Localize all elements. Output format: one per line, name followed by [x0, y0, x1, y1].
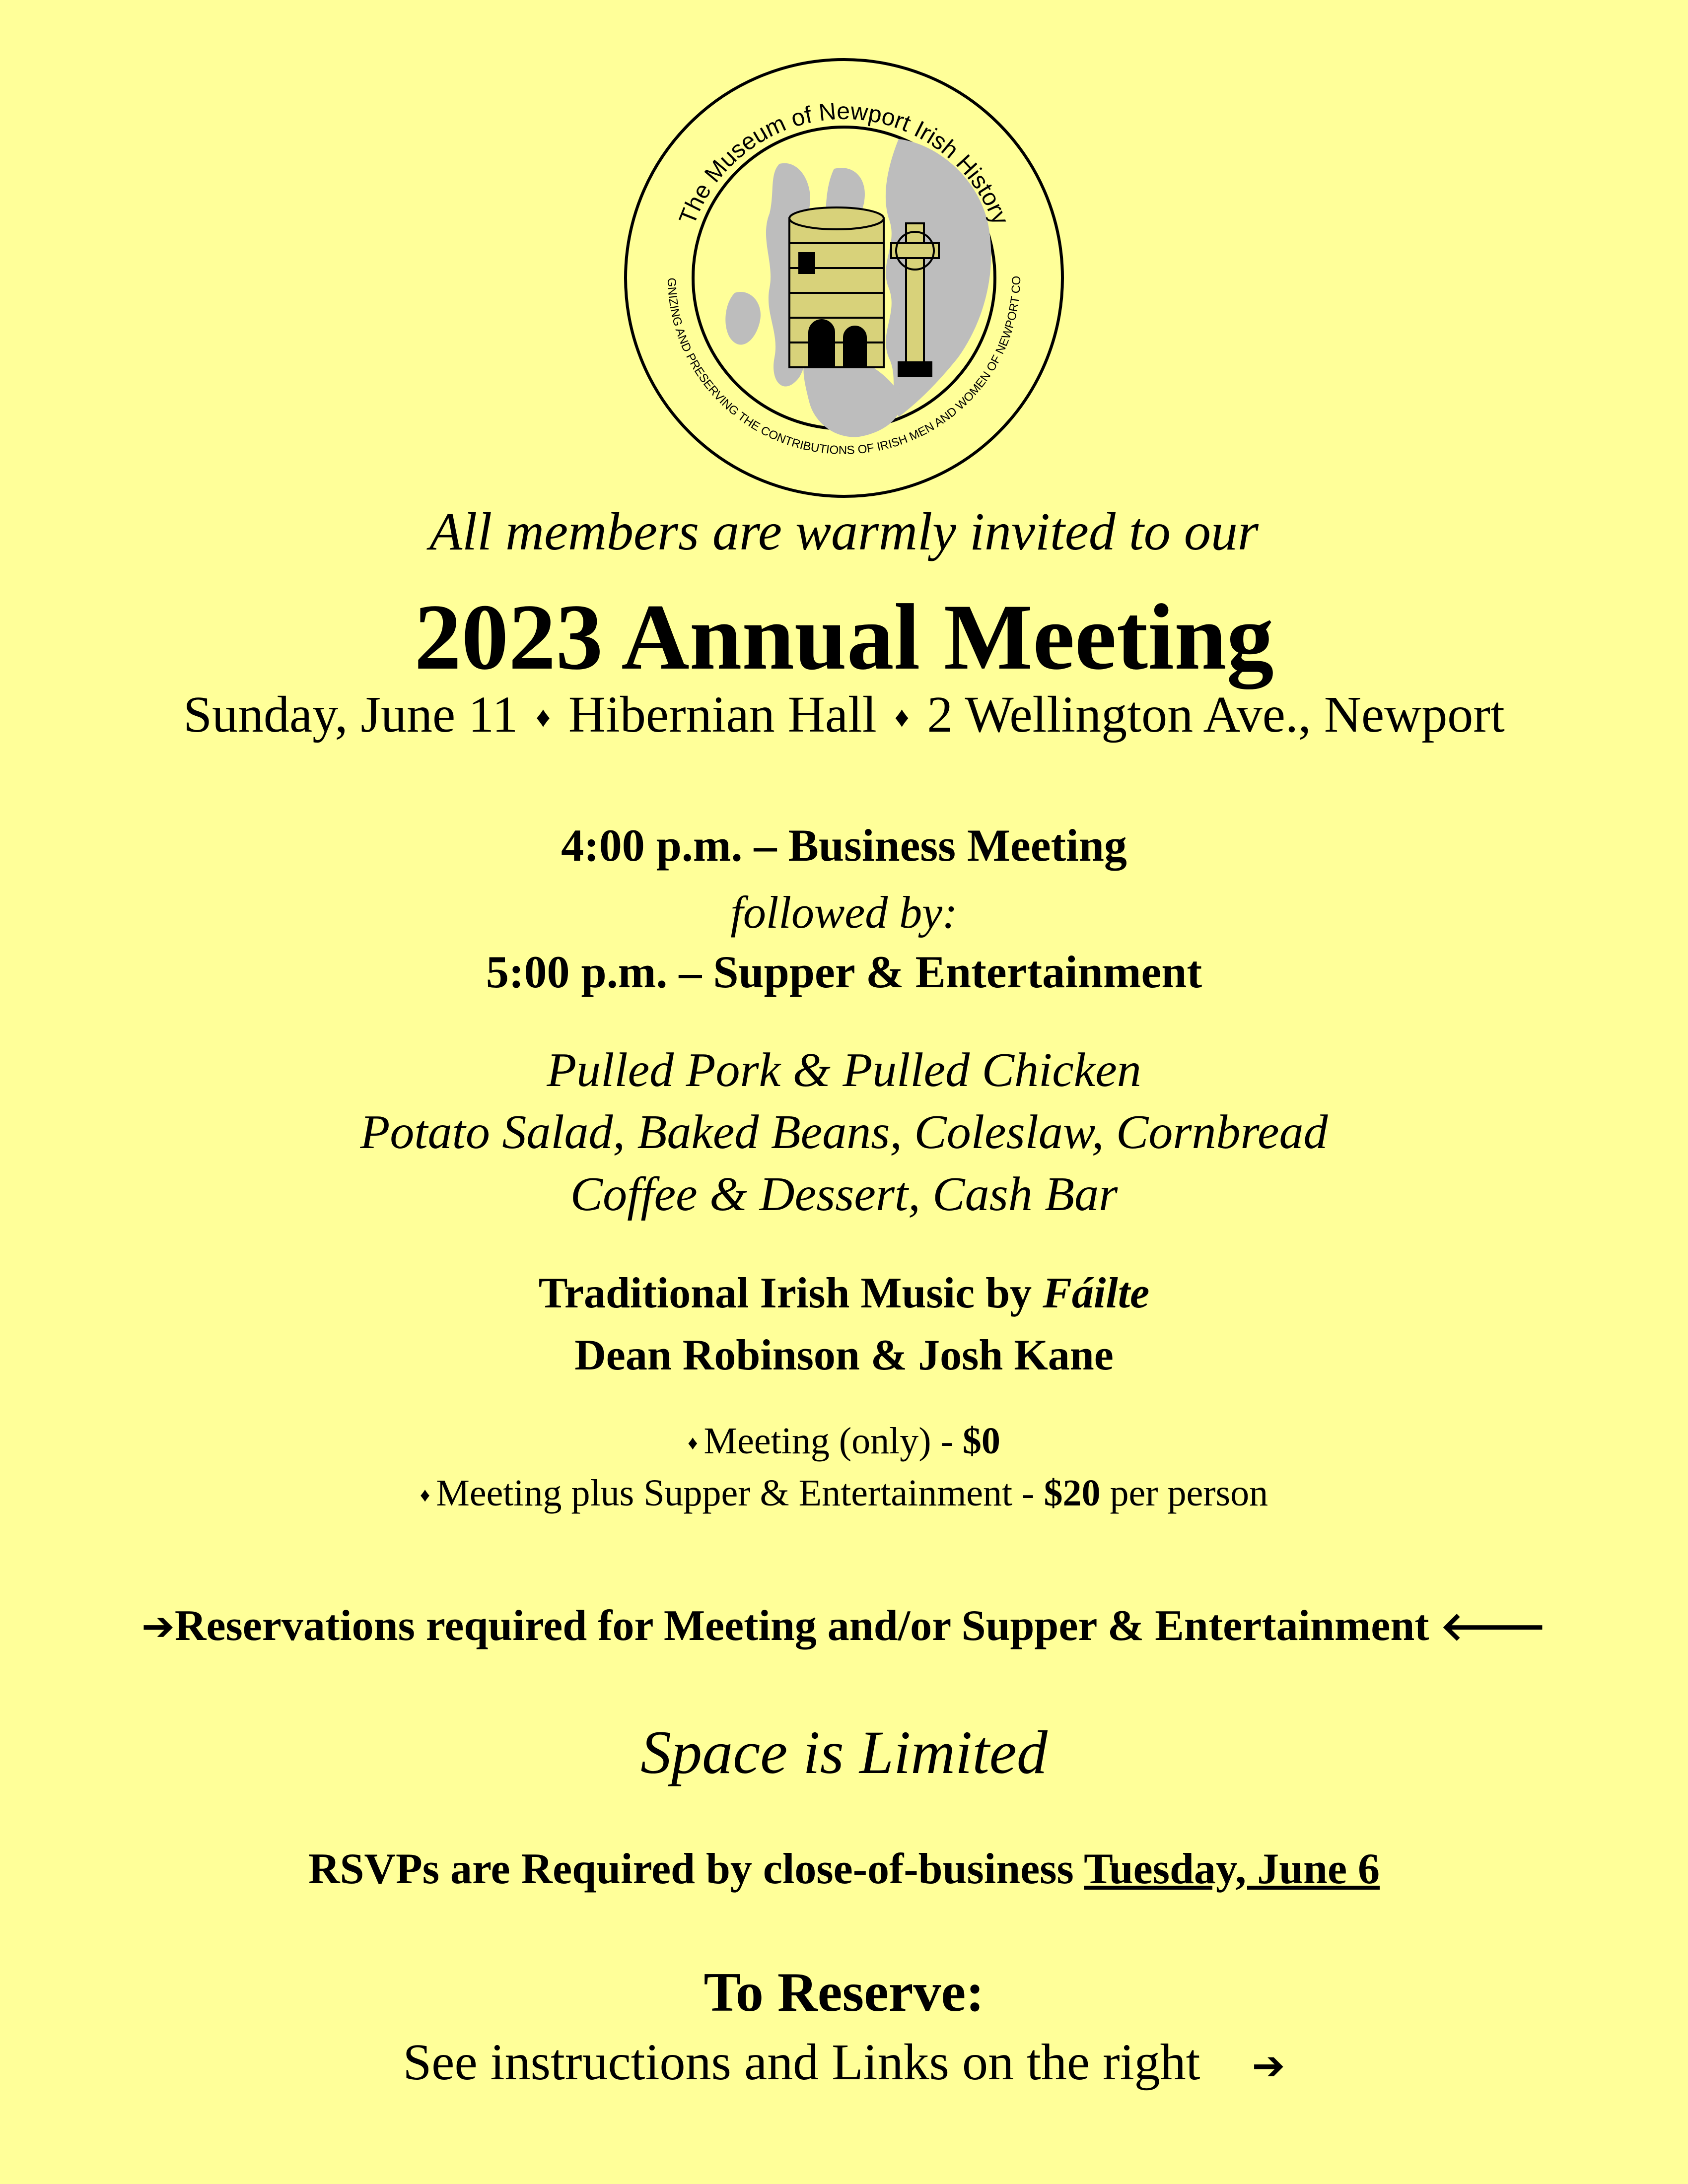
reserve-heading: To Reserve:	[703, 1962, 985, 2023]
music-performers: Dean Robinson & Josh Kane	[574, 1331, 1114, 1379]
music-prefix: Traditional Irish Music by	[538, 1269, 1043, 1317]
invite-line: All members are warmly invited to our	[429, 502, 1259, 561]
reserve-text: See instructions and Links on the right	[403, 2034, 1200, 2091]
schedule-followed: followed by:	[730, 887, 958, 938]
menu-item: Coffee & Dessert, Cash Bar	[570, 1167, 1118, 1221]
reserve-instructions	[0, 2033, 1688, 2092]
music-line	[0, 1268, 1688, 1318]
reservations-text: Reservations required for Meeting and/or Supper & Entertainment	[174, 1602, 1429, 1650]
page-title: 2023 Annual Meeting	[414, 585, 1274, 689]
museum-logo	[621, 55, 1067, 501]
schedule-supper: 5:00 p.m. – Supper & Entertainment	[486, 947, 1202, 997]
diamond-bullet-icon: ♦	[420, 1484, 430, 1506]
menu-item: Pulled Pork & Pulled Chicken	[547, 1043, 1141, 1097]
arrow-right-icon: ➔	[141, 1603, 175, 1649]
space-note: Space is Limited	[640, 1718, 1048, 1786]
price-label: Meeting plus Supper & Entertainment -	[436, 1472, 1044, 1514]
arrow-right-icon: ➔	[1252, 2043, 1285, 2089]
rsvp-prefix: RSVPs are Required by close-of-business	[308, 1845, 1084, 1893]
event-details	[0, 685, 1688, 744]
rsvp-deadline	[0, 1844, 1688, 1894]
price-item	[0, 1420, 1688, 1463]
event-date: Sunday, June 11	[183, 686, 518, 743]
diamond-separator-icon: ♦	[894, 701, 910, 733]
price-item	[0, 1472, 1688, 1515]
menu-item: Potato Salad, Baked Beans, Coleslaw, Cornbread	[360, 1105, 1328, 1159]
logo-bottom-text: GNIZING AND PRESERVING THE CONTRIBUTIONS OF IRISH MEN AND WOMEN OF NEWPORT CO	[664, 275, 1024, 457]
schedule-business: 4:00 p.m. – Business Meeting	[561, 820, 1127, 871]
price-label: Meeting (only) -	[703, 1420, 963, 1462]
event-address: 2 Wellington Ave., Newport	[927, 686, 1505, 743]
arrow-left-icon: 🡐	[1440, 1603, 1547, 1649]
event-place: Hibernian Hall	[568, 686, 877, 743]
logo-top-text: The Museum of Newport Irish History	[674, 98, 1014, 228]
band-name: Fáilte	[1043, 1269, 1150, 1317]
diamond-bullet-icon: ♦	[688, 1432, 698, 1454]
price-amount: $20	[1044, 1472, 1101, 1514]
diamond-separator-icon: ♦	[536, 701, 551, 733]
rsvp-date: Tuesday, June 6	[1084, 1845, 1380, 1893]
round-tower-drawing	[789, 207, 884, 367]
price-amount: $0	[962, 1420, 1000, 1462]
price-suffix: per person	[1100, 1472, 1268, 1514]
reservations-notice	[0, 1601, 1688, 1651]
